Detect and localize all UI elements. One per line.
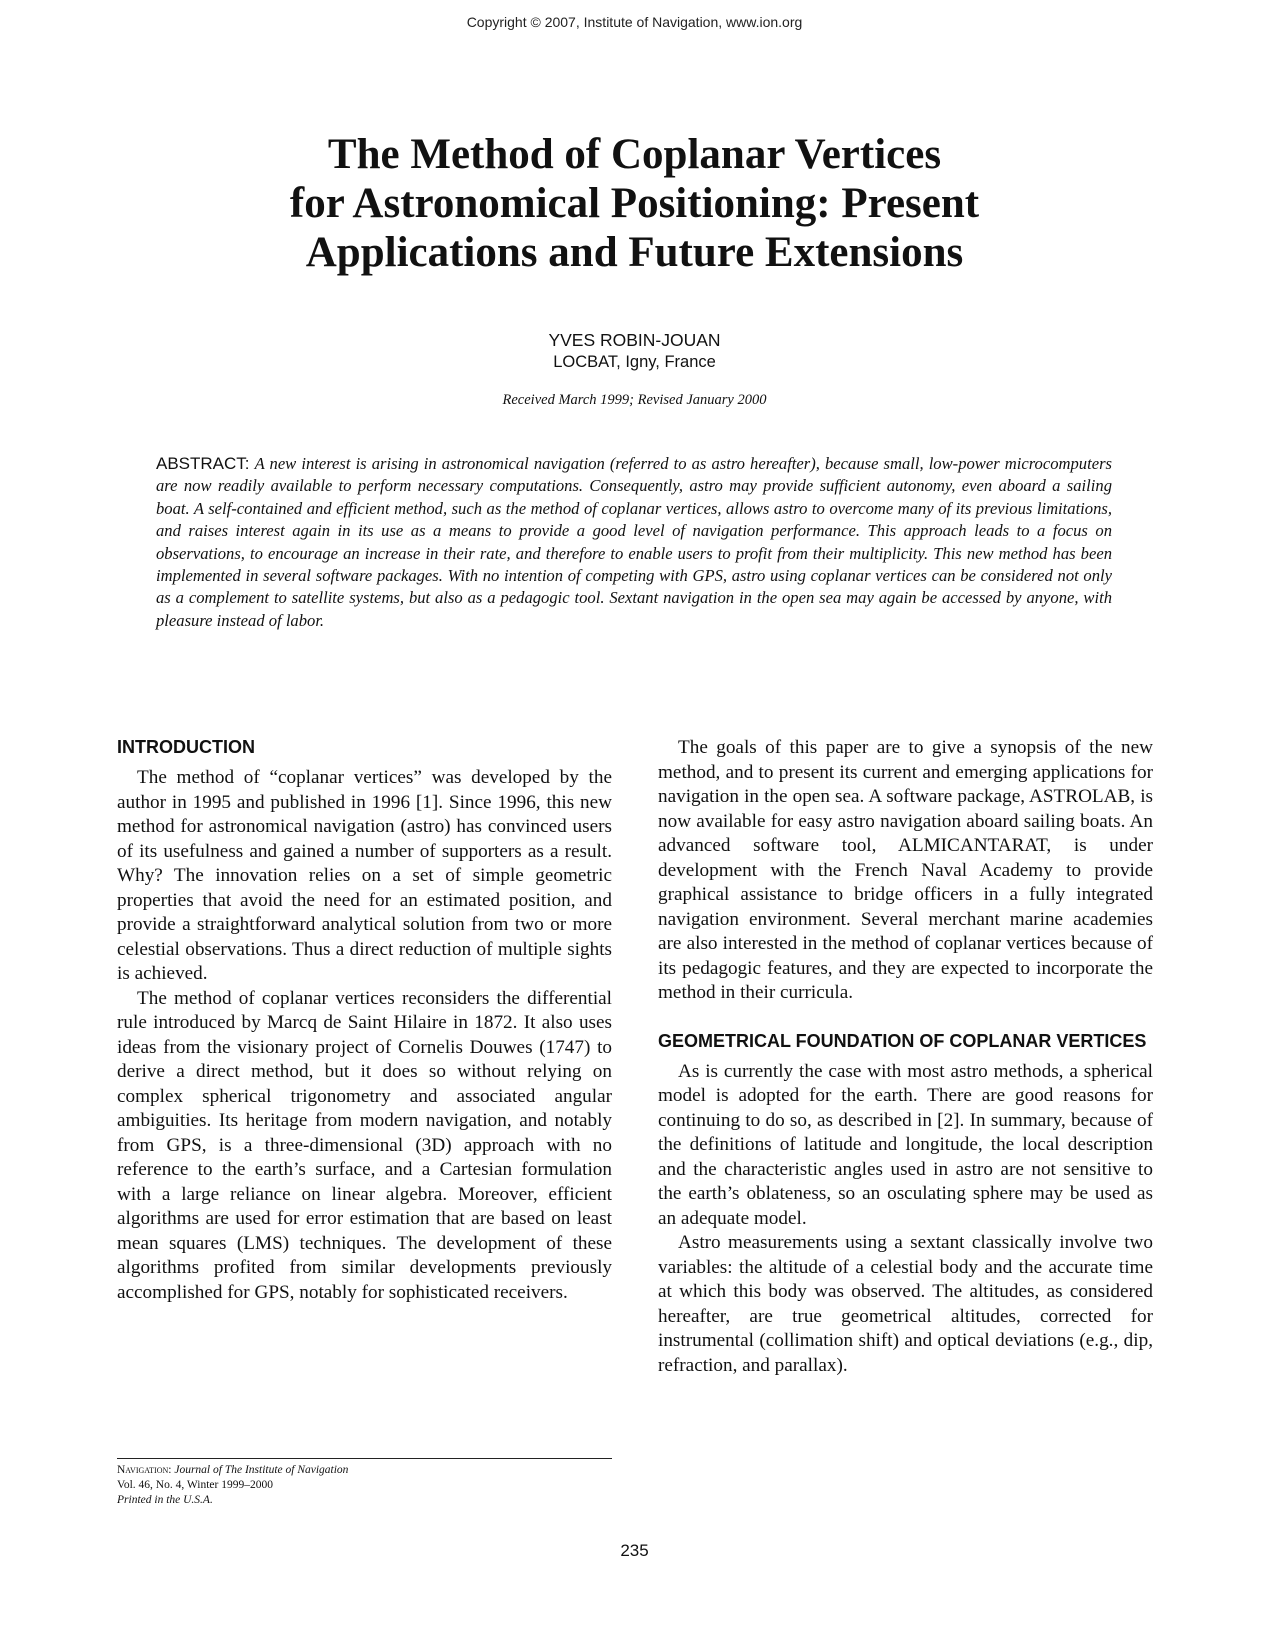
journal-label: Navigation: [117,1464,172,1476]
abstract-label: ABSTRACT: [156,454,250,473]
geometry-paragraph-2: Astro measurements using a sextant classically involve two variables: the altitude of a celestial body and the accurate time at which this body was observed. The altitudes, as considered hereafter, are true geometrical altitudes, corrected for instrumental (collimation shift) and optical deviations (e.g., dip, refraction, and parallax). [658,1232,1153,1376]
introduction-heading: INTRODUCTION [117,737,255,757]
author-name: YVES ROBIN-JOUAN [548,330,721,350]
title-line-3: Applications and Future Extensions [305,229,964,276]
journal-name: Journal of The Institute of Navigation [174,1464,349,1476]
journal-volume: Vol. 46, No. 4, Winter 1999–2000 [117,1479,273,1491]
page-number: 235 [620,1541,649,1560]
goals-paragraph: The goals of this paper are to give a synopsis of the new method, and to present its current and emerging applications for navigation in the open sea. A software package, ASTROLAB, is now available for easy astro navigation aboard sailing boats. An advanced software tool, ALMICANTARAT, is under development with the French Naval Academy to provide graphical assistance to bridge officers in a fully integrated navigation environment. Several merchant marine academies are also interested in the method of coplanar vertices because of its pedagogic features, and they are expected to incorporate the method in their curricula. [658,737,1153,1003]
intro-paragraph-1: The method of “coplanar vertices” was developed by the author in 1995 and published in 1996 [1]. Since 1996, this new method for astronomical navigation (astro) has convinced users of its usefulness and gained a number of supporters as a result. Why? The innovation relies on a set of simple geometric properties that avoid the need for an estimated position, and provide a straightforward analytical solution from two or more celestial observations. Thus a direct reduction of multiple sights is achieved. [117,767,612,984]
abstract [156,453,1112,632]
copyright-notice: Copyright © 2007, Institute of Navigation, www.ion.org [466,14,803,30]
geometry-heading: GEOMETRICAL FOUNDATION OF COPLANAR VERTICES [658,1030,1147,1051]
received-dates: Received March 1999; Revised January 2000 [502,392,767,408]
geometry-paragraph-1: As is currently the case with most astro methods, a spherical model is adopted for the earth. There are good reasons for continuing to do so, as described in [2]. In summary, because of the definitions of latitude and longitude, the local description and the characteristic angles used in astro are not sensitive to the earth’s oblateness, so an osculating sphere may be used as an adequate model. [658,1060,1153,1229]
printed-note: Printed in the U.S.A. [117,1494,213,1506]
right-column [658,736,1153,1378]
left-column [117,736,612,1305]
title-line-1: The Method of Coplanar Vertices [327,131,942,178]
title-line-2: for Astronomical Positioning: Present [289,180,980,227]
author-affiliation: LOCBAT, Igny, France [553,353,716,371]
intro-paragraph-2: The method of coplanar vertices reconsiders the differential rule introduced by Marcq de Saint Hilaire in 1872. It also uses ideas from the visionary project of Cornelis Douwes (1747) to derive a direct method, but it does so without relying on complex spherical trigonometry and associated angular ambiguities. Its heritage from modern navigation, and notably from GPS, is a three-dimensional (3D) approach with no reference to the earth’s surface, and a Cartesian formulation with a large reliance on linear algebra. Moreover, efficient algorithms are used for error estimation that are based on least mean squares (LMS) techniques. The development of these algorithms profited from similar developments previously accomplished for GPS, notably for sophisticated receivers. [117,987,612,1303]
paper-title [0,130,1269,277]
abstract-text: A new interest is arising in astronomical navigation (referred to as astro hereafter), because small, low-power microcomputers are now readily available to perform necessary computations. Consequently, astro may provide sufficient autonomy, even aboard a sailing boat. A self-contained and efficient method, such as the method of coplanar vertices, allows astro to overcome many of its previous limitations, and raises interest again in its use as a means to provide a good level of navigation performance. This approach leads to a focus on observations, to encourage an increase in their rate, and therefore to enable users to profit from their multiplicity. This new method has been implemented in several software packages. With no intention of competing with GPS, astro using coplanar vertices can be considered not only as a complement to satellite systems, but also as a pedagogic tool. Sextant navigation in the open sea may again be accessed by anyone, with pleasure instead of labor. [156,454,1112,630]
journal-footnote [117,1458,612,1508]
